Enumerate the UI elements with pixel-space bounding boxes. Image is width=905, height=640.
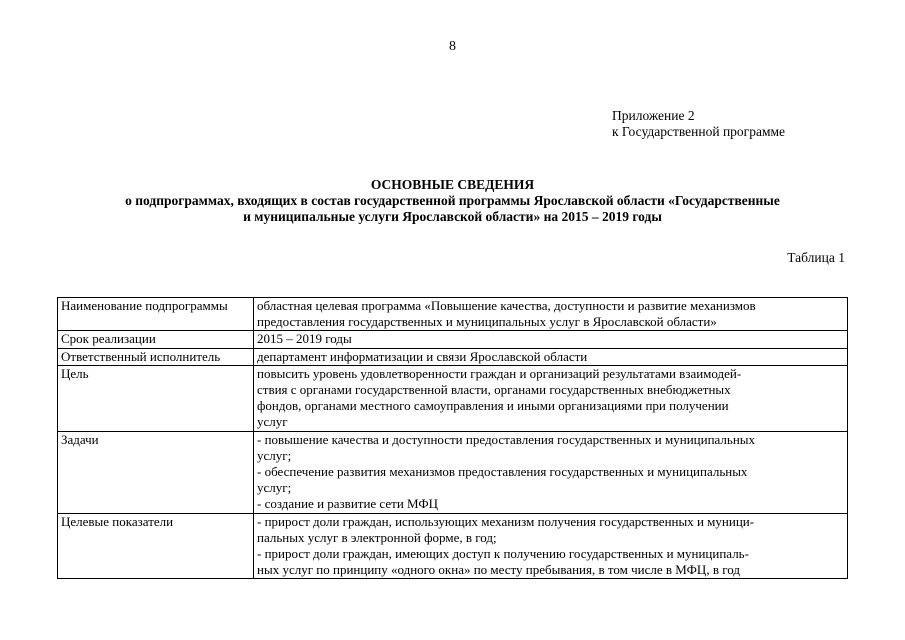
value-line: услуг;: [257, 447, 292, 463]
subprogram-table: [57, 297, 848, 579]
row-value-period: [254, 331, 848, 348]
table-row: [58, 298, 848, 331]
table-row: [58, 365, 848, 431]
value-line: пальных услуг в электронной форме, в год;: [257, 529, 497, 545]
value-line: - повышение качества и доступности предоставления государственных и муниципальных: [257, 431, 756, 447]
value-line: услуг;: [257, 480, 292, 496]
row-value-subprogram-name: [254, 298, 848, 331]
appendix-line-2: к Государственной программе: [612, 124, 786, 139]
value-line: - прирост доли граждан, использующих механизм получения государственных и муници-: [257, 513, 755, 529]
appendix-note: [612, 108, 785, 140]
table-caption: Таблица 1: [787, 250, 845, 265]
row-value-executor: [254, 348, 848, 365]
row-value-indicators: [254, 513, 848, 579]
table-row: [58, 431, 848, 513]
row-label-subprogram-name: Наименование подпрограммы: [58, 298, 254, 331]
row-value-tasks: [254, 431, 848, 513]
page-number: 8: [449, 39, 456, 54]
title-line-3: и муниципальные услуги Ярославской области» на 2015 – 2019 годы: [243, 209, 662, 224]
value-line: областная целевая программа «Повышение качества, доступности и развитие механизмов: [257, 298, 756, 313]
value-line: - обеспечение развития механизмов предоставления государственных и муниципальных: [257, 464, 748, 480]
title-line-1: ОСНОВНЫЕ СВЕДЕНИЯ: [370, 177, 535, 192]
value-line: - создание и развитие сети МФЦ: [257, 496, 439, 512]
row-label-executor: Ответственный исполнитель: [58, 348, 254, 365]
row-value-goal: [254, 365, 848, 431]
value-line: повысить уровень удовлетворенности граждан и организаций результатами взаимодей-: [257, 365, 742, 381]
value-line: фондов, органами местного самоуправления и иными организациями при получении: [257, 398, 729, 414]
value-line: ствия с органами государственной власти, органами государственных внебюджетных: [257, 382, 731, 398]
value-line: 2015 – 2019 годы: [257, 331, 352, 347]
row-label-period: Срок реализации: [58, 331, 254, 348]
table-row: [58, 513, 848, 579]
appendix-line-1: Приложение 2: [612, 108, 695, 123]
value-line: услуг: [257, 414, 288, 430]
table-row: [58, 348, 848, 365]
value-line: предоставления государственных и муниципальных услуг в Ярославской области»: [257, 314, 717, 330]
table-row: [58, 331, 848, 348]
row-label-goal: Цель: [58, 365, 254, 431]
value-line: департамент информатизации и связи Ярославской области: [257, 348, 588, 364]
value-line: - прирост доли граждан, имеющих доступ к получению государственных и муниципаль-: [257, 546, 749, 562]
title-line-2: о подпрограммах, входящих в состав государственной программы Ярославской области «Государственные: [125, 193, 780, 208]
document-title: [40, 177, 865, 225]
value-line: ных услуг по принципу «одного окна» по месту пребывания, в том числе в МФЦ, в год: [257, 562, 740, 578]
row-label-indicators: Целевые показатели: [58, 513, 254, 579]
row-label-tasks: Задачи: [58, 431, 254, 513]
